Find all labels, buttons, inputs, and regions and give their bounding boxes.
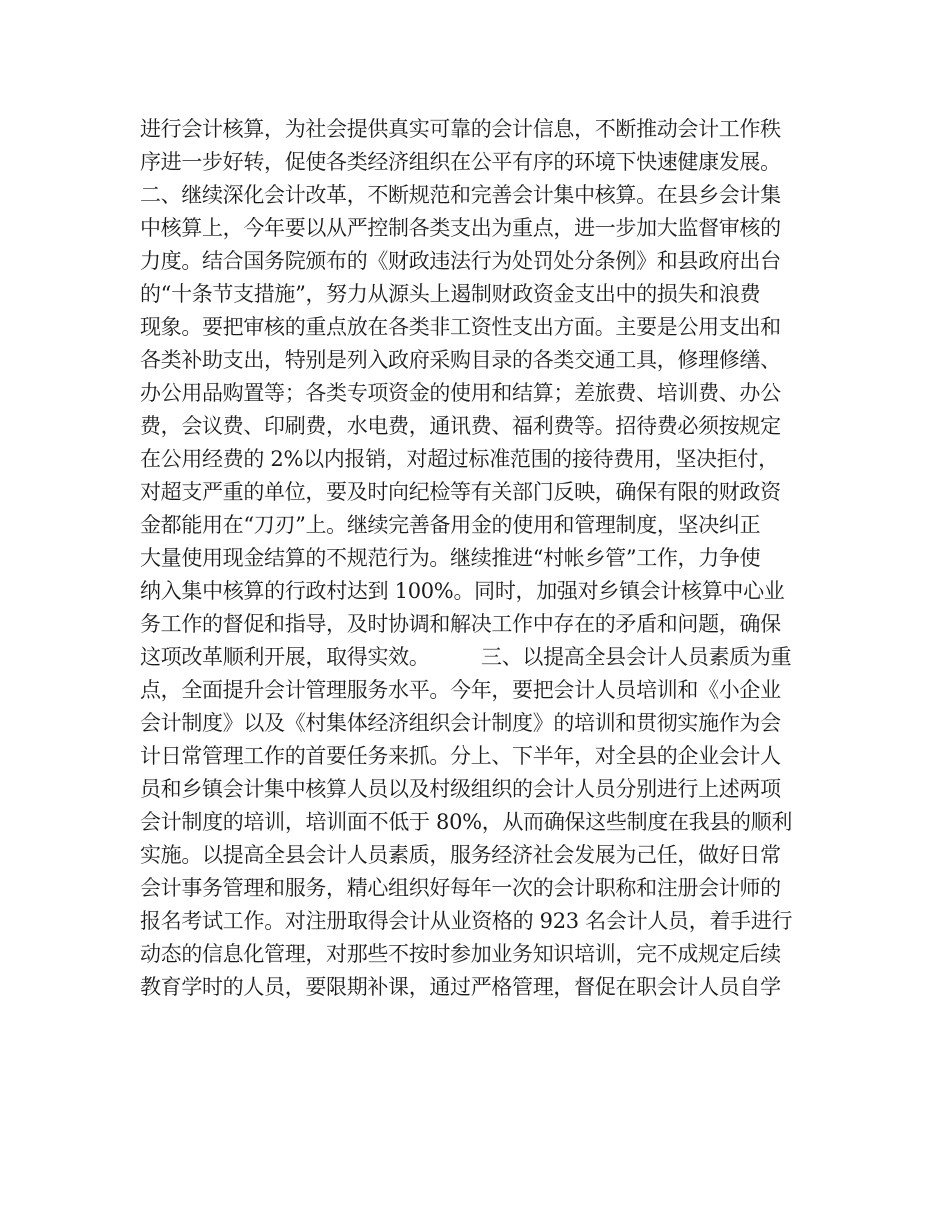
text-line: 对超支严重的单位，要及时向纪检等有关部门反映，确保有限的财政资 xyxy=(140,480,781,504)
text-line: 费，会议费、印刷费，水电费，通讯费、福利费等。招待费必须按规定 xyxy=(140,414,781,438)
text-line: 现象。要把审核的重点放在各类非工资性支出方面。主要是公用支出和 xyxy=(140,315,781,339)
text-line: 的“十条节支措施”，努力从源头上遏制财政资金支出中的损失和浪费 xyxy=(140,282,761,306)
text-line: 员和乡镇会计集中核算人员以及村级组织的会计人员分别进行上述两项 xyxy=(140,777,781,801)
text-line: 动态的信息化管理，对那些不按时参加业务知识培训，完不成规定后续 xyxy=(140,942,781,966)
text-line: 教育学时的人员，要限期补课，通过严格管理，督促在职会计人员自学 xyxy=(140,975,781,999)
text-line: 各类补助支出，特别是列入政府采购目录的各类交通工具，修理修缮、 xyxy=(140,348,781,372)
text-line: 力度。结合国务院颁布的《财政违法行为处罚处分条例》和县政府出台 xyxy=(140,249,781,273)
text-line: 进行会计核算，为社会提供真实可靠的会计信息，不断推动会计工作秩 xyxy=(140,117,781,141)
text-line: 计日常管理工作的首要任务来抓。分上、下半年，对全县的企业会计人 xyxy=(140,744,781,768)
text-line: 序进一步好转，促使各类经济组织在公平有序的环境下快速健康发展。 xyxy=(140,150,781,174)
text-line: 会计制度》以及《村集体经济组织会计制度》的培训和贯彻实施作为会 xyxy=(140,711,781,735)
text-line: 报名考试工作。对注册取得会计从业资格的 923 名会计人员，着手进行 xyxy=(140,909,793,933)
text-line: 二、继续深化会计改革，不断规范和完善会计集中核算。在县乡会计集 xyxy=(140,183,781,207)
text-line: 务工作的督促和指导，及时协调和解决工作中存在的矛盾和问题，确保 xyxy=(140,612,781,636)
text-line: 中核算上，今年要以从严控制各类支出为重点，进一步加大监督审核的 xyxy=(140,216,781,240)
text-line: 会计事务管理和服务，精心组织好每年一次的会计职称和注册会计师的 xyxy=(140,876,781,900)
text-line: 在公用经费的 2%以内报销，对超过标准范围的接待费用，坚决拒付， xyxy=(140,447,779,471)
text-line: 办公用品购置等；各类专项资金的使用和结算；差旅费、培训费、办公 xyxy=(140,381,781,405)
text-line: 大量使用现金结算的不规范行为。继续推进“村帐乡管”工作，力争使 xyxy=(140,546,761,570)
text-line: 纳入集中核算的行政村达到 100%。同时，加强对乡镇会计核算中心业 xyxy=(140,579,785,603)
body-text xyxy=(140,113,820,1004)
text-line: 金都能用在“刀刃”上。继续完善备用金的使用和管理制度，坚决纠正 xyxy=(140,513,761,537)
text-line: 会计制度的培训，培训面不低于 80%，从而确保这些制度在我县的顺利 xyxy=(140,810,793,834)
text-line: 实施。以提高全县会计人员素质，服务经济社会发展为己任，做好日常 xyxy=(140,843,781,867)
text-line: 点，全面提升会计管理服务水平。今年，要把会计人员培训和《小企业 xyxy=(140,678,781,702)
text-line: 这项改革顺利开展，取得实效。 三、以提高全县会计人员素质为重 xyxy=(140,645,792,669)
